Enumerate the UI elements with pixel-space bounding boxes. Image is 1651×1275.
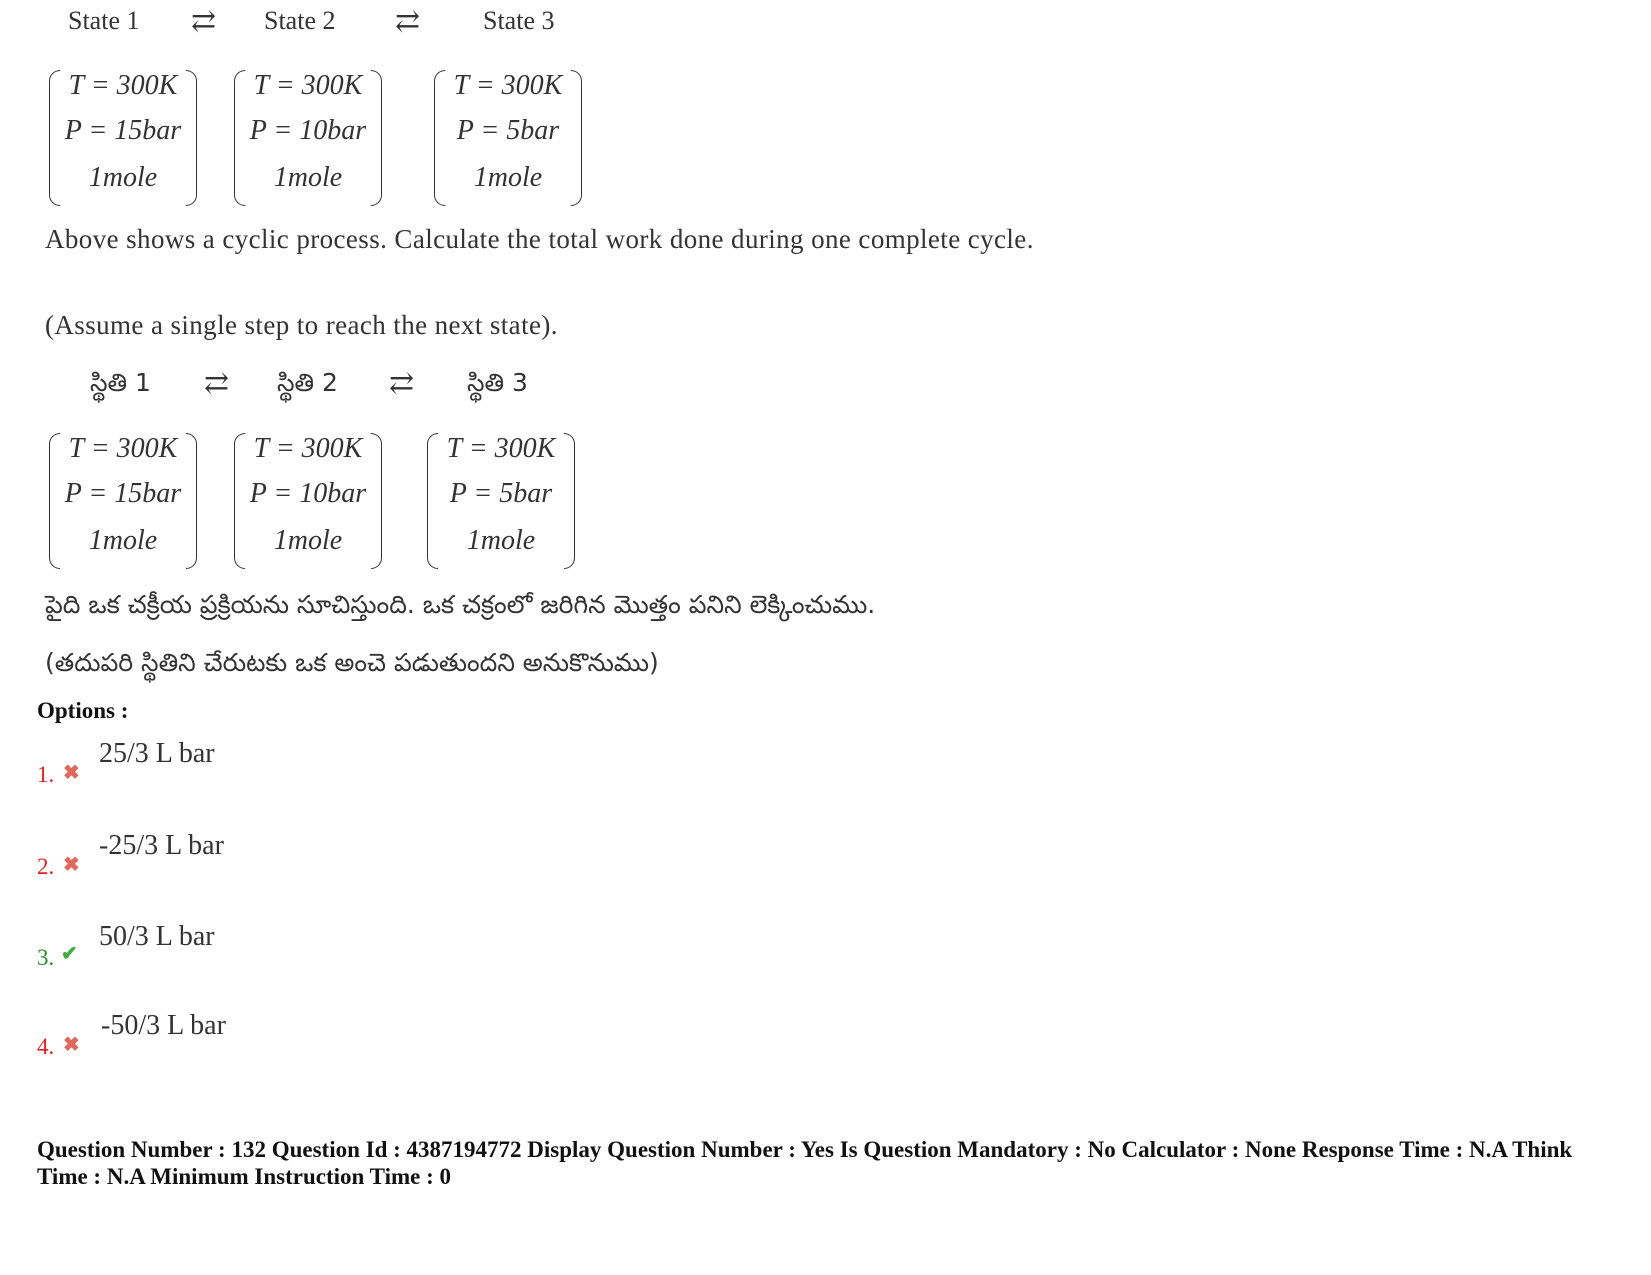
pressure: P = 15bar [64,478,182,509]
temperature: T = 300K [253,70,363,101]
option-number: 2. [37,854,55,879]
pressure: P = 10bar [249,115,367,146]
telugu-state-1-label: స్థితి 1 [90,368,151,397]
moles: 1mole [466,525,536,556]
temperature: T = 300K [453,70,563,101]
equilibrium-arrow-icon: ⇄ [395,5,421,38]
option-number: 4. [37,1034,55,1059]
temperature: T = 300K [68,70,178,101]
option-number: 1. [37,762,55,787]
right-paren [186,70,197,206]
equilibrium-arrow-icon: ⇄ [191,5,217,38]
equilibrium-arrow-icon: ⇄ [389,367,415,400]
wrong-mark-icon: ✖ [63,762,80,784]
options-title: Options : [37,698,129,723]
pressure: P = 5bar [449,478,553,509]
option-text: -25/3 L bar [99,830,224,861]
pressure: P = 5bar [456,115,560,146]
equilibrium-arrow-icon: ⇄ [204,367,230,400]
telugu-state-1-matrix [49,433,197,569]
state-2-label: State 2 [264,6,336,35]
state-3-matrix [434,70,582,206]
option-text: 25/3 L bar [99,738,215,769]
wrong-mark-icon: ✖ [63,1034,80,1056]
state-1-matrix [49,70,197,206]
telugu-state-2-matrix [234,433,382,569]
temperature: T = 300K [446,433,556,464]
question-metadata: Question Number : 132 Question Id : 4387194772 Display Question Number : Yes Is Question Mandatory : No Calculator : None Response Time : N.A Think Time : N.A Minimum Instruction Time : 0 [37,1137,1573,1189]
right-paren [371,433,382,569]
moles: 1mole [473,162,543,193]
state-3-label: State 3 [483,6,555,35]
moles: 1mole [88,525,158,556]
right-paren [571,70,582,206]
assumption-text: (Assume a single step to reach the next state). [45,310,558,340]
telugu-question-text: పైది ఒక చక్రీయ ప్రక్రియను సూచిస్తుంది. ఒక చక్రంలో జరిగిన మొత్తం పనిని లెక్కించుము. [45,590,876,619]
pressure: P = 10bar [249,478,367,509]
pressure: P = 15bar [64,115,182,146]
wrong-mark-icon: ✖ [63,854,80,876]
moles: 1mole [273,525,343,556]
telugu-state-3-label: స్థితి 3 [467,368,528,397]
state-1-label: State 1 [68,6,140,35]
moles: 1mole [88,162,158,193]
right-paren [186,433,197,569]
right-paren [564,433,575,569]
temperature: T = 300K [253,433,363,464]
moles: 1mole [273,162,343,193]
telugu-state-3-matrix [427,433,575,569]
checkmark-icon: ✔ [61,943,78,965]
telugu-state-2-label: స్థితి 2 [277,368,338,397]
question-text: Above shows a cyclic process. Calculate the total work done during one complete cycle. [45,224,1034,254]
temperature: T = 300K [68,433,178,464]
telugu-assumption-text: (తదుపరి స్థితిని చేరుటకు ఒక అంచె పడుతుందని అనుకొనుము) [45,648,659,677]
right-paren [371,70,382,206]
option-text: -50/3 L bar [101,1010,226,1041]
state-2-matrix [234,70,382,206]
option-text: 50/3 L bar [99,921,215,952]
option-number: 3. [37,945,55,970]
